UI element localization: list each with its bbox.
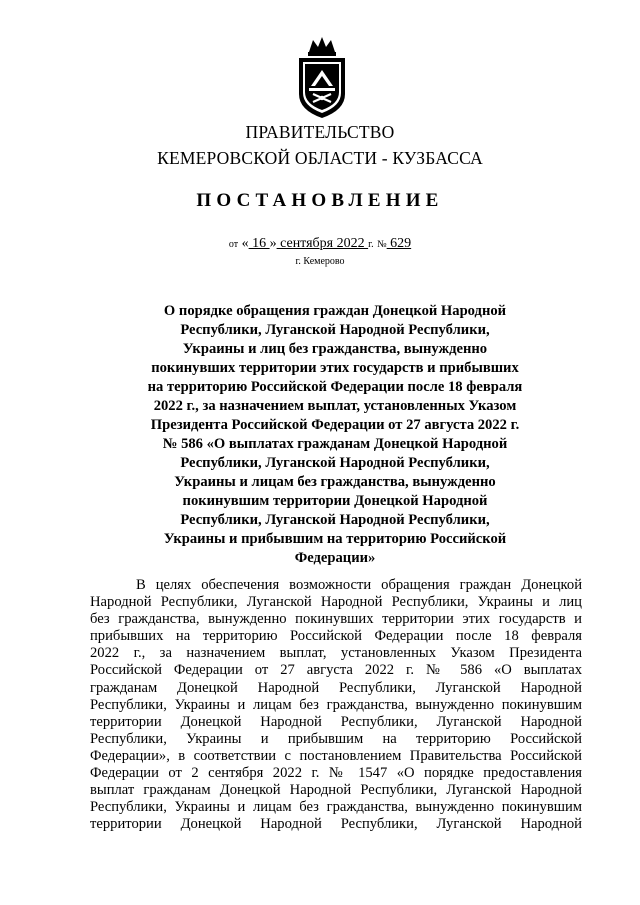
body-line: прибывших на территорию Российской Федерации после 18 февраля [90, 628, 582, 645]
date-day: 16 [248, 236, 270, 251]
heading-line: Украины и лицам без гражданства, вынужденно [174, 474, 496, 490]
date-prefix: от [228, 239, 239, 250]
body-line: территории Донецкой Народной Республики, Луганской Народной [90, 816, 582, 833]
heading-line: покинувшим территории Донецкой Народной [182, 493, 488, 509]
body-line: без гражданства, вынужденно покинувших территории этих государств и [90, 611, 582, 628]
body-line: Российской Федерации от 27 августа 2022 г. № 586 «О выплатах [90, 662, 582, 679]
body-line: В целях обеспечения возможности обращения граждан Донецкой [136, 577, 582, 593]
heading-line: Республики, Луганской Народной Республики, [180, 322, 490, 338]
heading-line: на территорию Российской Федерации после 18 февраля [147, 379, 523, 395]
body-line: выплат гражданам Донецкой Народной Республики, Луганской Народной [90, 782, 582, 799]
body-line: Республики, Украины и лицам без гражданства, вынужденно покинувшим [90, 696, 582, 713]
body-line: Федерации», в соответствии с постановлением Правительства Российской [90, 747, 582, 764]
kuzbass-coat-of-arms-icon [293, 34, 351, 120]
date-year-suffix: г. [368, 239, 374, 250]
heading-line: Республики, Луганской Народной Республики, [180, 512, 490, 528]
document-dateline [0, 236, 640, 252]
document-city: г. Кемерово [295, 256, 345, 267]
document-number: 629 [386, 236, 412, 251]
body-line: Федерации от 2 сентября 2022 г. № 1547 «О порядке предоставления [90, 765, 582, 782]
org-name-line1: ПРАВИТЕЛЬСТВО [245, 122, 395, 142]
heading-line: Украины и лиц без гражданства, вынужденно [182, 341, 488, 357]
number-sign: № [377, 239, 387, 250]
body-line: Народной Республики, Луганской Народной Республики, Украины и лиц [90, 594, 582, 611]
body-line: гражданам Донецкой Народной Республики, Луганской Народной [90, 679, 582, 696]
heading-line: О порядке обращения граждан Донецкой Народной [163, 303, 507, 319]
heading-line: Президента Российской Федерации от 27 августа 2022 г. [150, 417, 520, 433]
document-body [90, 577, 582, 833]
body-line: 2022 г., за назначением выплат, установленных Указом Президента [90, 645, 582, 662]
date-quote-open: « [241, 236, 249, 251]
body-line: Республики, Украины и лицам без гражданства, вынужденно покинувшим [90, 799, 582, 816]
body-line: территории Донецкой Народной Республики, Луганской Народной [90, 713, 582, 730]
document-heading [130, 302, 540, 568]
document-type-title: ПОСТАНОВЛЕНИЕ [196, 190, 444, 211]
heading-line: Федерации» [294, 550, 376, 566]
date-month-year: сентября 2022 [276, 236, 369, 251]
heading-line: Республики, Луганской Народной Республики, [180, 455, 490, 471]
heading-line: № 586 «О выплатах гражданам Донецкой Народной [162, 436, 508, 452]
heading-line: 2022 г., за назначением выплат, установленных Указом [153, 398, 517, 414]
date-quote-close: » [269, 236, 277, 251]
org-name-line2: КЕМЕРОВСКОЙ ОБЛАСТИ - КУЗБАССА [157, 148, 483, 168]
heading-line: покинувших территории этих государств и прибывших [151, 360, 519, 376]
heading-line: Украины и прибывшим на территорию Российской [163, 531, 507, 547]
body-line: Республики, Украины и прибывшим на территорию Российской [90, 730, 582, 747]
